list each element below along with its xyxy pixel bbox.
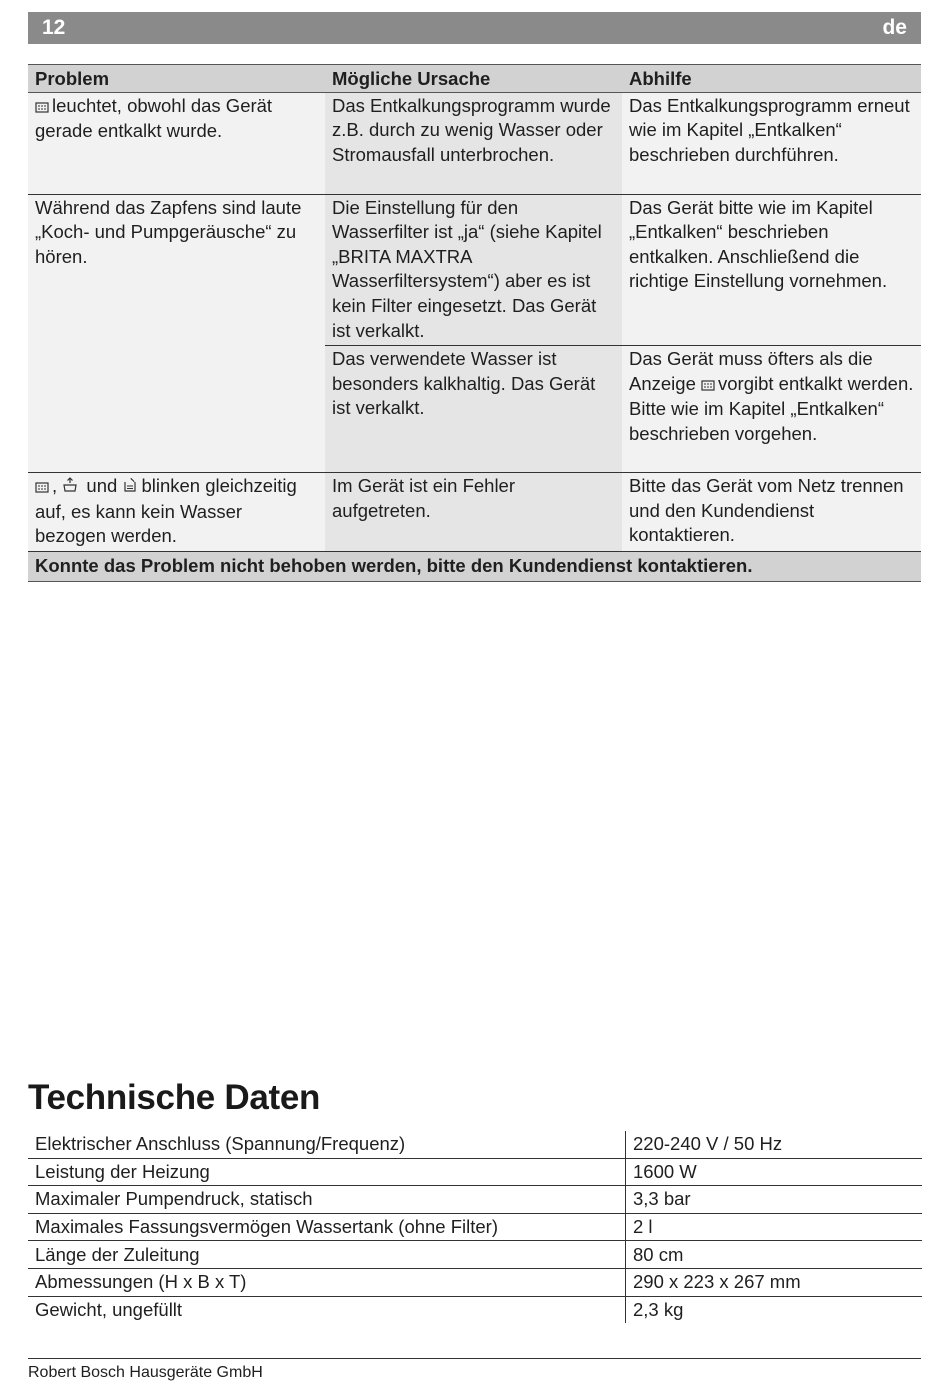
footer-divider (28, 1358, 921, 1359)
fix-cell: Das Gerät bitte wie im Kapitel „Entkalken“ beschrieben entkalken. Anschließend die richtige Einstellung vornehmen. (622, 194, 921, 346)
section-title: Technische Daten (28, 1078, 321, 1117)
page-header-bar (28, 12, 921, 44)
footer-note: Konnte das Problem nicht behoben werden, bitte den Kundendienst kontaktieren. (28, 551, 921, 581)
spec-row (28, 1213, 922, 1241)
problem-cell (28, 92, 325, 194)
spec-value: 80 cm (626, 1241, 923, 1269)
language-code: de (882, 16, 907, 39)
problem-text: blinken gleichzeitig auf, es kann kein Wasser bezogen werden. (35, 475, 297, 547)
fix-text-start: Das Gerät muss öfters als die Anzeige (629, 348, 873, 394)
spec-value: 1600 W (626, 1158, 923, 1186)
problem-und: und (86, 475, 118, 497)
descale-indicator-icon (35, 475, 49, 500)
spec-row (28, 1131, 922, 1158)
spec-label: Abmessungen (H x B x T) (28, 1268, 626, 1296)
problem-cell (28, 473, 325, 552)
footer-company: Robert Bosch Hausgeräte GmbH (28, 1364, 263, 1381)
spec-label: Elektrischer Anschluss (Spannung/Frequenz) (35, 1133, 406, 1155)
fix-cell: Bitte das Gerät vom Netz trennen und den Kundendienst kontaktieren. (622, 473, 921, 552)
spec-label: Leistung der Heizung (28, 1158, 626, 1186)
fix-text-end: vorgibt entkalkt werden. Bitte wie im Kapitel „Entkalken“ beschrieben vorgehen. (629, 372, 914, 444)
cause-cell: Das verwendete Wasser ist besonders kalkhaltig. Das Gerät ist verkalkt. (325, 346, 622, 473)
descale-indicator-icon (35, 95, 49, 120)
spec-row (28, 1158, 922, 1186)
column-header-fix: Abhilfe (622, 65, 921, 93)
fix-cell (622, 346, 921, 473)
spec-label: Länge der Zuleitung (28, 1241, 626, 1269)
problem-comma: , (52, 475, 58, 497)
spec-label: Maximales Fassungsvermögen Wassertank (ohne Filter) (28, 1213, 626, 1241)
spec-value: 2,3 kg (626, 1296, 923, 1323)
column-header-problem: Problem (28, 65, 325, 93)
spec-row (28, 1186, 922, 1214)
problem-cell: Während das Zapfens sind laute „Koch- und Pumpgeräusche“ zu hören. (28, 194, 325, 473)
problem-text: leuchtet, obwohl das Gerät gerade entkalkt wurde. (35, 94, 273, 142)
spec-value: 3,3 bar (626, 1186, 923, 1214)
spec-label: Gewicht, ungefüllt (28, 1296, 626, 1323)
column-header-cause: Mögliche Ursache (325, 65, 622, 93)
spec-row (28, 1268, 922, 1296)
spec-row (28, 1241, 922, 1269)
page-number: 12 (42, 16, 66, 39)
cause-cell: Das Entkalkungsprogramm wurde z.B. durch zu wenig Wasser oder Stromausfall unterbrochen. (325, 92, 622, 194)
table-row (28, 92, 921, 194)
spec-row (28, 1296, 922, 1323)
spec-value: 2 l (626, 1213, 923, 1241)
descale-indicator-icon (701, 373, 715, 398)
cause-cell: Im Gerät ist ein Fehler aufgetreten. (325, 473, 622, 552)
table-footer-row (28, 551, 921, 581)
specs-table (28, 1131, 922, 1323)
spec-value: 290 x 223 x 267 mm (626, 1268, 923, 1296)
fix-cell: Das Entkalkungsprogramm erneut wie im Kapitel „Entkalken“ beschrieben durchführen. (622, 92, 921, 194)
table-row (28, 473, 921, 552)
table-row (28, 194, 921, 346)
cup-icon (62, 475, 78, 500)
spec-label: Maximaler Pumpendruck, statisch (28, 1186, 626, 1214)
troubleshooting-table (28, 64, 921, 582)
cause-cell: Die Einstellung für den Wasserfilter ist „ja“ (siehe Kapitel „BRITA MAXTRA Wasserfiltersystem“) aber es ist kein Filter eingesetzt. Das Gerät ist verkalkt. (325, 194, 622, 346)
water-tank-icon (122, 475, 138, 500)
spec-value: 220-240 V / 50 Hz (626, 1131, 923, 1158)
